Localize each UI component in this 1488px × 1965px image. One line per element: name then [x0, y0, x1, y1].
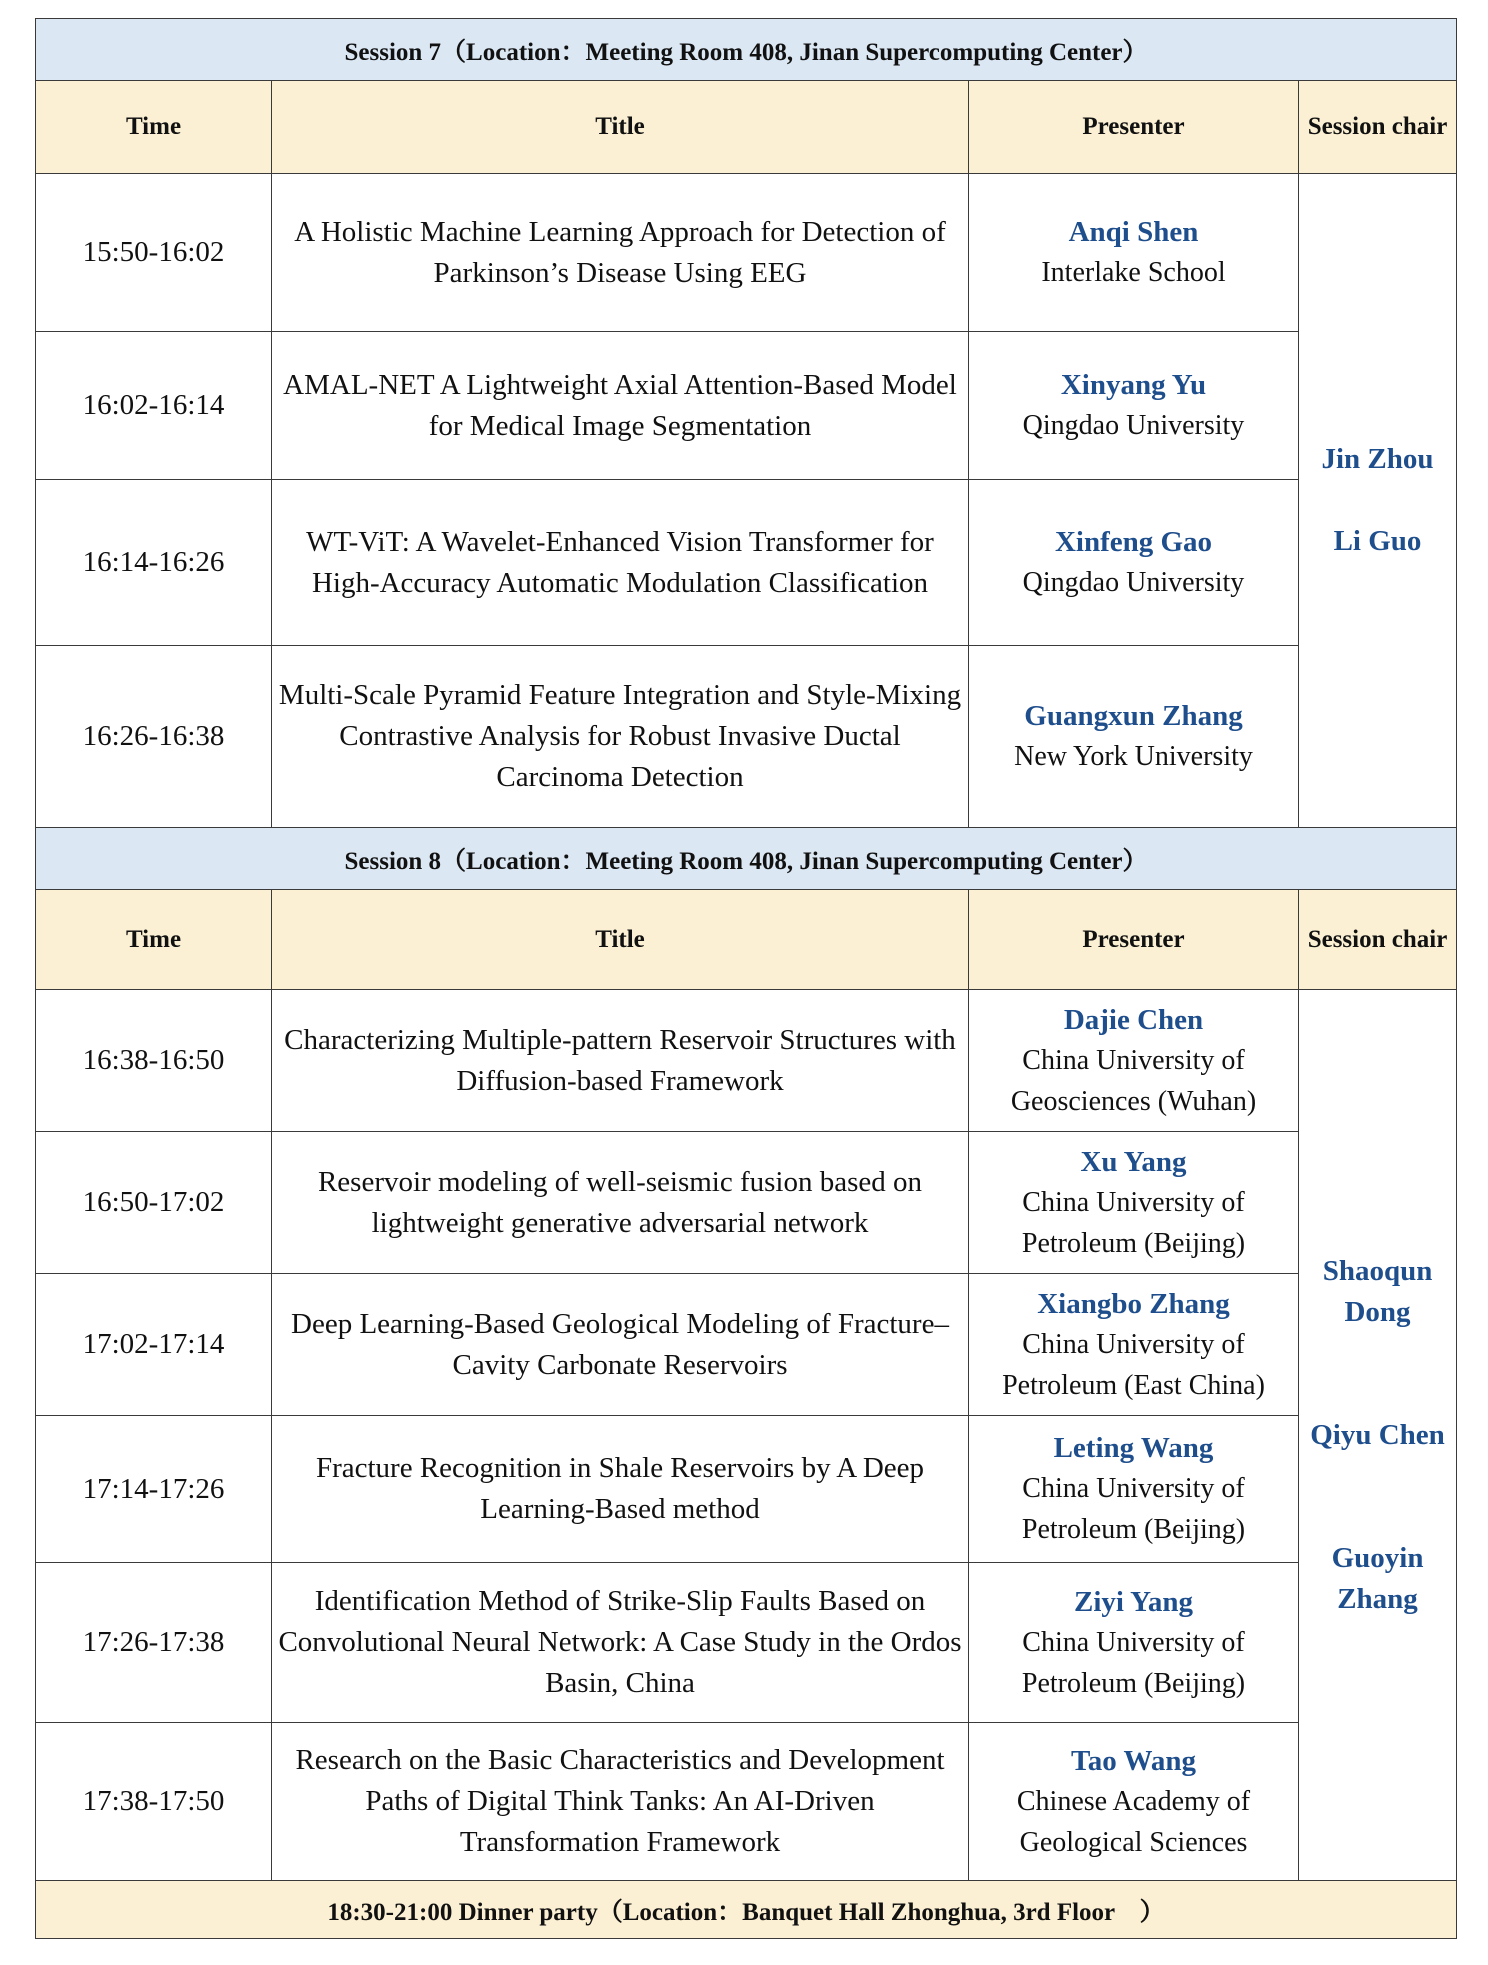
presenter-cell	[969, 646, 1299, 828]
presenter-affiliation: Chinese Academy of Geological Sciences	[1016, 1785, 1251, 1858]
title-cell: AMAL-NET A Lightweight Axial Attention-Based Model for Medical Image Segmentation	[272, 332, 969, 480]
table-row	[36, 1274, 1457, 1416]
presenter-affiliation: Qingdao University	[1022, 410, 1245, 441]
table-row	[36, 332, 1457, 480]
time-cell: 17:02-17:14	[36, 1274, 272, 1416]
presenter-affiliation: New York University	[1014, 741, 1253, 772]
time-cell: 15:50-16:02	[36, 174, 272, 332]
column-header-time: Time	[36, 890, 272, 990]
presenter-cell	[969, 1563, 1299, 1723]
time-cell: 17:26-17:38	[36, 1563, 272, 1723]
table-row	[36, 990, 1457, 1132]
time-cell: 16:38-16:50	[36, 990, 272, 1132]
time-cell: 16:02-16:14	[36, 332, 272, 480]
title-cell: Multi-Scale Pyramid Feature Integration and Style-Mixing Contrastive Analysis for Robust Invasive Ductal Carcinoma Detection	[272, 646, 969, 828]
presenter-cell	[969, 1132, 1299, 1274]
presenter-affiliation: China University of Petroleum (East China)	[1002, 1328, 1265, 1401]
table-row	[36, 1563, 1457, 1723]
presenter-affiliation: China University of Petroleum (Beijing)	[1021, 1473, 1246, 1545]
presenter-name: Dajie Chen	[1063, 1003, 1204, 1036]
column-header-title: Title	[272, 81, 969, 174]
title-cell: Research on the Basic Characteristics and Development Paths of Digital Think Tanks: An AI-Driven Transformation Framework	[272, 1723, 969, 1881]
presenter-cell	[969, 1274, 1299, 1416]
time-cell: 16:14-16:26	[36, 480, 272, 646]
column-header-presenter: Presenter	[969, 81, 1299, 174]
title-cell: Characterizing Multiple-pattern Reservoir Structures with Diffusion-based Framework	[272, 990, 969, 1132]
title-cell: Reservoir modeling of well-seismic fusion based on lightweight generative adversarial network	[272, 1132, 969, 1274]
chair-spacer	[1305, 480, 1450, 521]
presenter-name: Xiangbo Zhang	[1037, 1287, 1230, 1320]
title-cell: Identification Method of Strike-Slip Faults Based on Convolutional Neural Network: A Case Study in the Ordos Basin, China	[272, 1563, 969, 1723]
presenter-affiliation: Interlake School	[1041, 257, 1226, 288]
presenter-affiliation: China University of Petroleum (Beijing)	[1021, 1626, 1246, 1699]
presenter-name: Xinyang Yu	[1060, 369, 1207, 401]
presenter-cell	[969, 480, 1299, 646]
title-cell: A Holistic Machine Learning Approach for Detection of Parkinson’s Disease Using EEG	[272, 174, 969, 332]
dinner-row	[36, 1881, 1457, 1939]
session-7-header: Session 7（Location：Meeting Room 408, Jinan Supercomputing Center）	[36, 19, 1457, 81]
presenter-affiliation: Qingdao University	[1022, 567, 1245, 598]
session-chair-name: Jin Zhou	[1321, 443, 1434, 475]
title-cell: Deep Learning-Based Geological Modeling of Fracture–Cavity Carbonate Reservoirs	[272, 1274, 969, 1416]
chair-spacer	[1305, 1333, 1450, 1415]
presenter-cell	[969, 1723, 1299, 1881]
column-header-title: Title	[272, 890, 969, 990]
table-row	[36, 646, 1457, 828]
column-header-time: Time	[36, 81, 272, 174]
table-row	[36, 1132, 1457, 1274]
table-row	[36, 1416, 1457, 1563]
session-7-chair-cell	[1299, 174, 1457, 828]
session-chair-name: Li Guo	[1333, 525, 1422, 557]
title-cell: WT-ViT: A Wavelet-Enhanced Vision Transformer for High-Accuracy Automatic Modulation Classification	[272, 480, 969, 646]
presenter-cell	[969, 990, 1299, 1132]
title-cell: Fracture Recognition in Shale Reservoirs by A Deep Learning-Based method	[272, 1416, 969, 1563]
presenter-affiliation: China University of Petroleum (Beijing)	[1021, 1186, 1246, 1259]
table-row	[36, 480, 1457, 646]
session-7-header-row	[36, 19, 1457, 81]
presenter-name: Anqi Shen	[1068, 216, 1199, 248]
session-chair-name: Shaoqun Dong	[1322, 1254, 1433, 1328]
session-8-header: Session 8（Location：Meeting Room 408, Jinan Supercomputing Center）	[36, 828, 1457, 890]
column-header-session-chair: Session chair	[1299, 890, 1457, 990]
time-cell: 17:14-17:26	[36, 1416, 272, 1563]
table-row	[36, 1723, 1457, 1881]
presenter-name: Tao Wang	[1071, 1744, 1196, 1777]
schedule-table	[35, 18, 1457, 1939]
time-cell: 17:38-17:50	[36, 1723, 272, 1881]
presenter-name: Ziyi Yang	[1074, 1585, 1193, 1618]
session-chair-name: Guoyin Zhang	[1331, 1541, 1424, 1615]
presenter-cell	[969, 332, 1299, 480]
column-header-presenter: Presenter	[969, 890, 1299, 990]
dinner-party-note: 18:30-21:00 Dinner party（Location：Banquet Hall Zhonghua, 3rd Floor ）	[36, 1881, 1457, 1939]
presenter-name: Xu Yang	[1080, 1145, 1187, 1178]
column-header-session-chair: Session chair	[1299, 81, 1457, 174]
presenter-name: Xinfeng Gao	[1054, 526, 1213, 558]
session-8-column-headers	[36, 890, 1457, 990]
session-chair-name: Qiyu Chen	[1310, 1418, 1445, 1451]
session-8-header-row	[36, 828, 1457, 890]
presenter-name: Guangxun Zhang	[1024, 700, 1243, 732]
chair-spacer	[1305, 1456, 1450, 1538]
presenter-cell	[969, 1416, 1299, 1563]
table-row	[36, 174, 1457, 332]
presenter-name: Leting Wang	[1053, 1432, 1214, 1464]
presenter-affiliation: China University of Geosciences (Wuhan)	[1010, 1044, 1257, 1117]
session-8-chair-cell	[1299, 990, 1457, 1881]
session-7-column-headers	[36, 81, 1457, 174]
presenter-cell	[969, 174, 1299, 332]
time-cell: 16:50-17:02	[36, 1132, 272, 1274]
time-cell: 16:26-16:38	[36, 646, 272, 828]
